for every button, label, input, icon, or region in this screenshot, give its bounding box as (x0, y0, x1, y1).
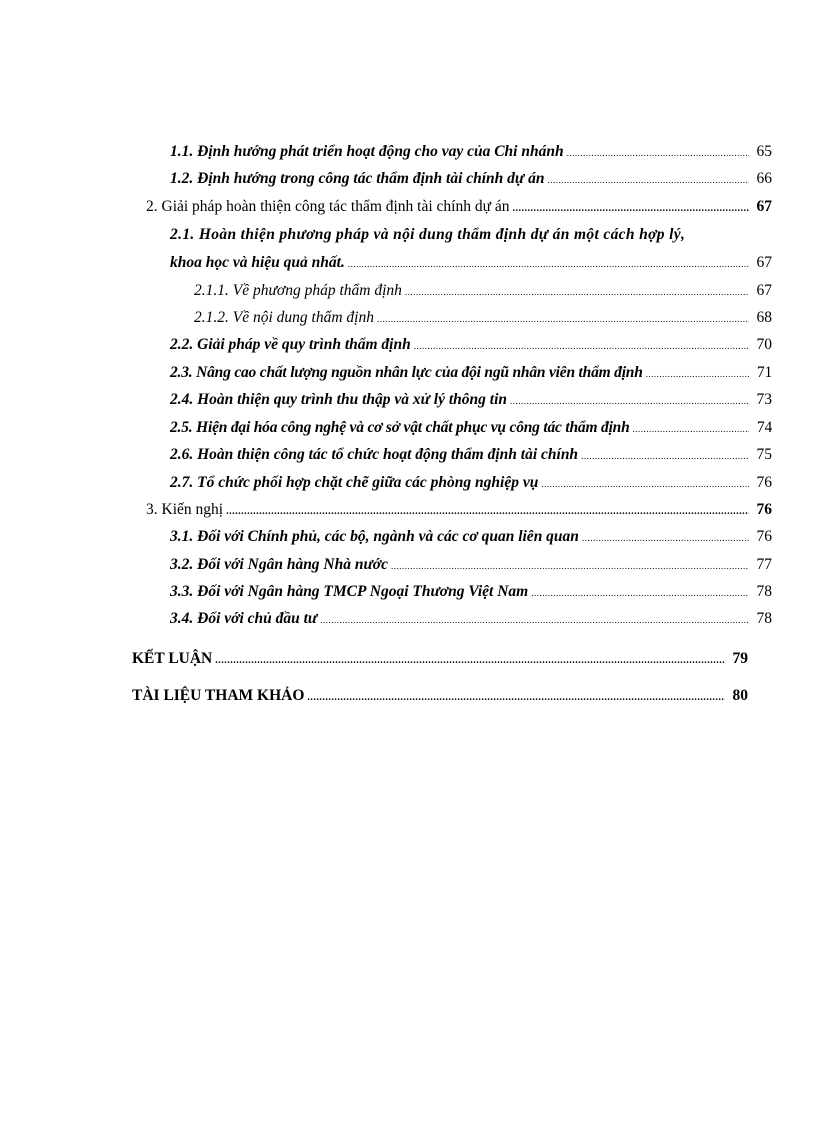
toc-entry-page: 76 (756, 528, 772, 545)
toc-entry-2[interactable] (146, 197, 772, 219)
toc-entry-title: 2.4. Hoàn thiện quy trình thu thập và xử lý thông tin (170, 391, 508, 408)
toc-entry-title: 3.3. Đối với Ngân hàng TMCP Ngoại Thương Việt Nam (170, 583, 529, 600)
toc-leader-dots (377, 309, 749, 329)
toc-leader-dots (582, 528, 749, 548)
toc-entry-references[interactable] (132, 686, 748, 708)
toc-entry-2-1-2[interactable] (194, 308, 772, 329)
toc-entry-title: 1.1. Định hướng phát triển hoạt động cho vay của Chi nhánh (170, 143, 564, 160)
toc-leader-dots (541, 474, 749, 494)
toc-entry-page: 67 (756, 254, 772, 271)
toc-entry-page: 73 (756, 391, 772, 408)
toc-entry-page: 74 (756, 419, 772, 436)
toc-entry-title: 2.6. Hoàn thiện công tác tổ chức hoạt động thẩm định tài chính (170, 446, 579, 463)
toc-entry-2-1-line1[interactable]: 2.1. Hoàn thiện phương pháp và nội dung thẩm định dự án một cách hợp lý, (170, 226, 686, 243)
toc-entry-page: 70 (756, 336, 772, 353)
toc-entry-title: 2. Giải pháp hoàn thiện công tác thẩm định tài chính dự án (146, 198, 510, 215)
toc-entry-page: 78 (756, 583, 772, 600)
toc-entry-title: 3. Kiến nghị (146, 501, 224, 518)
toc-leader-dots (307, 688, 725, 708)
toc-entry-title: KẾT LUẬN (132, 650, 213, 667)
toc-entry-3[interactable] (146, 500, 772, 522)
toc-entry-1-2[interactable] (170, 169, 772, 190)
toc-entry-title: TÀI LIỆU THAM KHẢO (132, 687, 305, 704)
toc-entry-2-1-1[interactable] (194, 281, 772, 302)
toc-leader-dots (405, 282, 749, 302)
toc-entry-title: 2.1.1. Về phương pháp thẩm định (194, 282, 402, 299)
toc-entry-3-2[interactable] (170, 555, 772, 576)
toc-entry-page: 78 (756, 610, 772, 627)
toc-leader-dots (348, 254, 749, 274)
toc-entry-2-3[interactable] (170, 363, 772, 384)
toc-entry-page: 79 (732, 650, 748, 667)
toc-leader-dots (567, 143, 749, 163)
toc-entry-title: 2.1.2. Về nội dung thẩm định (194, 309, 374, 326)
toc-entry-2-7[interactable] (170, 473, 772, 494)
toc-leader-dots (633, 419, 749, 439)
toc-leader-dots (513, 199, 749, 219)
toc-entry-3-3[interactable] (170, 582, 772, 603)
toc-entry-title: 3.1. Đối với Chính phủ, các bộ, ngành và các cơ quan liên quan (170, 528, 579, 545)
toc-leader-dots (547, 170, 749, 190)
toc-entry-page: 68 (756, 309, 772, 326)
toc-leader-dots (391, 556, 749, 576)
toc-entry-page: 76 (756, 474, 772, 491)
toc-entry-page: 76 (756, 501, 772, 518)
toc-entry-page: 67 (756, 198, 772, 215)
toc-entry-page: 77 (756, 556, 772, 573)
toc-entry-title: 2.7. Tổ chức phối hợp chặt chẽ giữa các phòng nghiệp vụ (170, 474, 539, 491)
toc-entry-page: 66 (756, 170, 772, 187)
toc-entry-2-1[interactable] (170, 253, 772, 274)
toc-entry-title: 3.4. Đối với chủ đầu tư (170, 610, 318, 627)
toc-entry-3-1[interactable] (170, 527, 772, 548)
toc-entry-page: 75 (756, 446, 772, 463)
toc-entry-page: 71 (756, 364, 772, 381)
toc-entry-page: 80 (732, 687, 748, 704)
toc-entry-2-2[interactable] (170, 335, 772, 356)
toc-entry-title: 2.2. Giải pháp về quy trình thẩm định (170, 336, 411, 353)
toc-leader-dots (215, 651, 725, 671)
toc-entry-title: 2.3. Nâng cao chất lượng nguồn nhân lực của đội ngũ nhân viên thẩm định (170, 364, 643, 381)
toc-entry-conclusion[interactable] (132, 649, 748, 671)
toc-leader-dots (320, 610, 749, 630)
toc-leader-dots (531, 583, 749, 603)
toc-entry-title: 1.2. Định hướng trong công tác thẩm định tài chính dự án (170, 170, 545, 187)
toc-entry-3-4[interactable] (170, 609, 772, 630)
toc-leader-dots (581, 446, 749, 466)
toc-entry-title: khoa học và hiệu quả nhất. (170, 254, 345, 271)
toc-entry-page: 67 (756, 282, 772, 299)
toc-leader-dots (226, 502, 749, 522)
toc-entry-title: 3.2. Đối với Ngân hàng Nhà nước (170, 556, 388, 573)
toc-entry-page: 65 (756, 143, 772, 160)
toc-entry-2-6[interactable] (170, 445, 772, 466)
toc-leader-dots (646, 364, 749, 384)
toc-leader-dots (510, 391, 749, 411)
toc-entry-2-4[interactable] (170, 390, 772, 411)
toc-leader-dots (414, 336, 749, 356)
toc-entry-title: 2.5. Hiện đại hóa công nghệ và cơ sở vật chất phục vụ công tác thẩm định (170, 419, 630, 436)
toc-entry-1-1[interactable] (170, 142, 772, 163)
toc-entry-2-5[interactable] (170, 418, 772, 439)
